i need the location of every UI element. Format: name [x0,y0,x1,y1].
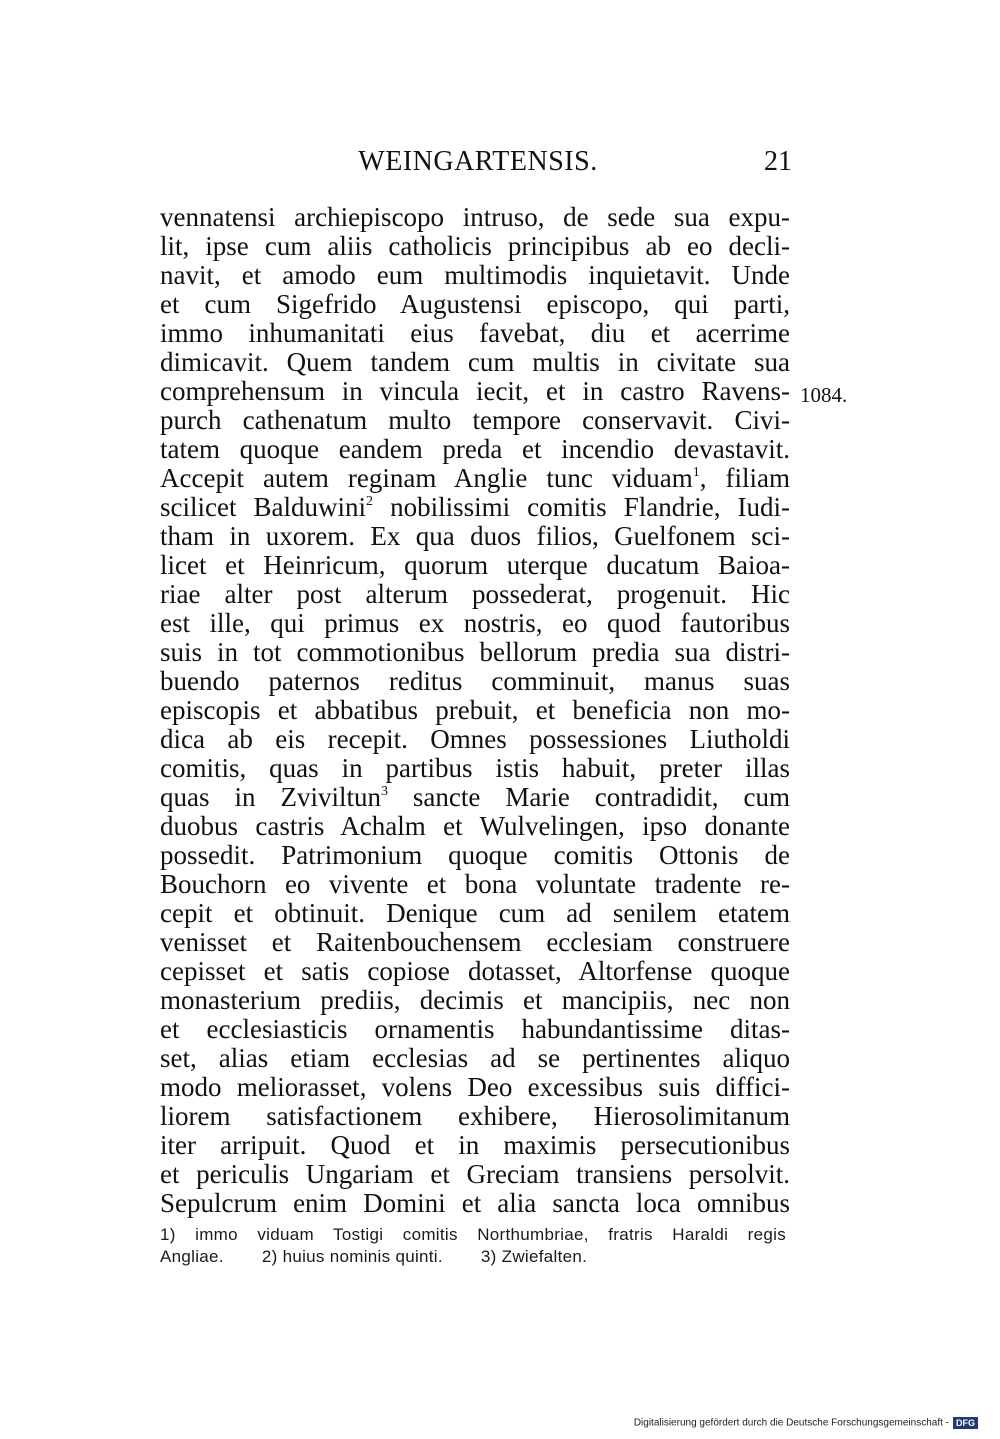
text-line: iter arripuit. Quod et in maximis persecutionibus [160,1130,790,1160]
line-text: quas in Zviviltun [160,782,381,812]
text-line: set, alias etiam ecclesias ad se pertinentes aliquo [160,1043,790,1073]
text-line: et cum Sigefrido Augustensi episcopo, qui parti, [160,289,790,319]
page-number: 21 [764,146,792,177]
text-line: immo inhumanitati eius favebat, diu et acerrime [160,318,790,348]
text-line: monasterium prediis, decimis et mancipiis, nec non [160,985,790,1015]
digitization-note [634,1417,978,1429]
text-line: lit, ipse cum aliis catholicis principibus ab eo decli- [160,231,790,261]
text-line: dimicavit. Quem tandem cum multis in civitate sua [160,347,790,377]
text-line: tatem quoque eandem preda et incendio devastavit. [160,434,790,464]
text-line: et ecclesiasticis ornamentis habundantissime ditas- [160,1014,790,1044]
text-line: riae alter post alterum possederat, progenuit. Hic [160,579,790,609]
line-text: Accepit autem reginam Anglie tunc viduam [160,463,693,493]
text-line [160,783,790,812]
text-line: tham in uxorem. Ex qua duos filios, Guelfonem sci- [160,521,790,551]
text-line: Bouchorn eo vivente et bona voluntate tradente re- [160,869,790,899]
text-line [160,464,790,493]
text-line: episcopis et abbatibus prebuit, et beneficia non mo- [160,695,790,725]
text-line: comprehensum in vincula iecit, et in castro Ravens- [160,376,790,406]
text-line: navit, et amodo eum multimodis inquietavit. Unde [160,260,790,290]
text-line: cepit et obtinuit. Denique cum ad senilem etatem [160,898,790,928]
text-line: modo meliorasset, volens Deo excessibus suis diffici- [160,1072,790,1102]
line-text: scilicet Balduwini [160,492,367,522]
digitization-text: Digitalisierung gefördert durch die Deutsche Forschungsgemeinschaft - [633,1417,949,1429]
text-line: suis in tot commotionibus bellorum predia sua distri- [160,637,790,667]
text-line: venisset et Raitenbouchensem ecclesiam construere [160,927,790,957]
text-line: est ille, qui primus ex nostris, eo quod fautoribus [160,608,790,638]
text-line: buendo paternos reditus comminuit, manus suas [160,666,790,696]
text-line: vennatensi archiepiscopo intruso, de sede sua expu- [160,202,790,232]
footnote-1: 1) immo viduam Tostigi comitis Northumbriae, fratris Haraldi regis [160,1225,786,1244]
footnote-3: 3) Zwiefalten. [480,1247,588,1266]
running-title: WEINGARTENSIS. [358,146,598,177]
text-line: liorem satisfactionem exhibere, Hierosolimitanum [160,1101,790,1131]
text-line: et periculis Ungariam et Greciam transiens persolvit. [160,1159,790,1189]
text-line: licet et Heinricum, quorum uterque ducatum Baioa- [160,550,790,580]
dfg-logo: DFG [953,1417,978,1429]
line-text: nobilissimi comitis Flandrie, Iudi- [373,492,791,522]
footnote-ref-2: 2 [366,494,374,509]
text-line: dica ab eis recepit. Omnes possessiones Liutholdi [160,724,790,754]
text-line [160,493,790,522]
marginal-year: 1084. [800,383,848,407]
footnote-1-continued: Angliae. [160,1247,224,1266]
footnote-line [160,1246,786,1268]
text-line: purch cathenatum multo tempore conservavit. Civi- [160,405,790,435]
text-line: cepisset et satis copiose dotasset, Altorfense quoque [160,956,790,986]
text-line: possedit. Patrimonium quoque comitis Ottonis de [160,840,790,870]
footnote-ref-1: 1 [692,465,700,480]
running-head [160,146,796,182]
footnotes [160,1224,786,1268]
text-line: comitis, quas in partibus istis habuit, preter illas [160,753,790,783]
line-text: sancte Marie contradidit, cum [387,782,790,812]
footnote-2: 2) huius nominis quinti. [261,1247,443,1266]
footnote-ref-3: 3 [380,784,388,799]
body-text [160,203,790,1218]
text-line: Sepulcrum enim Domini et alia sancta loca omnibus [160,1188,790,1218]
line-text: , filiam [699,463,790,493]
text-line: duobus castris Achalm et Wulvelingen, ipso donante [160,811,790,841]
